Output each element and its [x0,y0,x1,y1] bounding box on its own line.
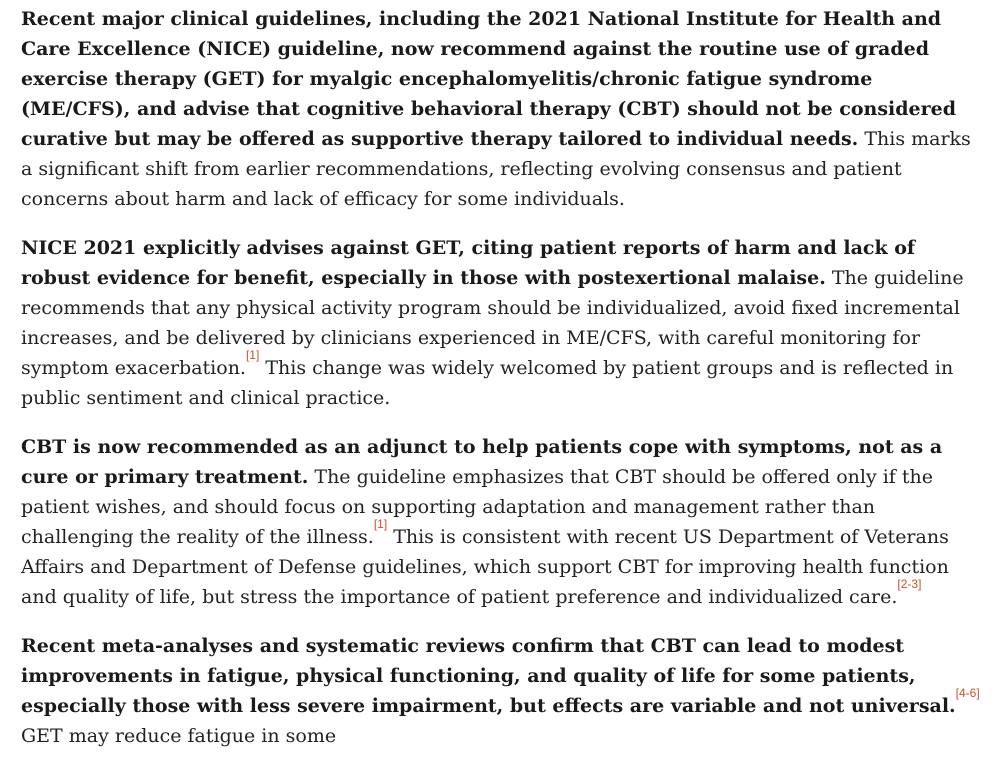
article-body [21,4,981,770]
citation-link[interactable]: [4-6] [955,685,980,700]
paragraph-lead-bold: CBT is now recommended as an adjunct to help patients cope with symptoms, not as a cure or primary treatment. [21,436,943,488]
paragraph-text: GET may reduce fatigue in some [21,725,337,747]
paragraph-lead-bold: NICE 2021 explicitly advises against GET, citing patient reports of harm and lack of robust evidence for benefit, especially in those with postexertional malaise. [21,237,916,289]
citation-link[interactable]: [1] [245,347,260,362]
citation-link[interactable]: [1] [373,516,388,531]
paragraph-nice-get [21,233,981,413]
citation-link[interactable]: [2-3] [897,576,922,591]
paragraph-text: This is consistent with recent US Department of Veterans Affairs and Department of Defense guidelines, which support CBT for improving health function and quality of life, but stress the importance of patient preference and individualized care. [21,526,949,608]
paragraph-meta-analyses [21,631,981,751]
paragraph-text: The guideline recommends that any physical activity program should be individualized, avoid fixed incremental increases, and be delivered by clinicians experienced in ME/CFS, with careful monitoring for symptom exacerbation. [21,267,964,379]
paragraph-lead-bold: Recent meta-analyses and systematic reviews confirm that CBT can lead to modest improvements in fatigue, physical functioning, and quality of life for some patients, especially those with less severe impairment, but effects are variable and not universal. [21,635,956,717]
paragraph-text: This marks a significant shift from earlier recommendations, reflecting evolving consensus and patient concerns about harm and lack of efficacy for some individuals. [21,128,971,210]
paragraph-guidelines-summary [21,4,981,214]
paragraph-text: The guideline emphasizes that CBT should be offered only if the patient wishes, and should focus on supporting adaptation and management rather than challenging the reality of the illness. [21,466,933,548]
paragraph-lead-bold: Recent major clinical guidelines, including the 2021 National Institute for Health and Care Excellence (NICE) guideline, now recommend against the routine use of graded exercise therapy (GET) for myalgic encephalomyelitis/chronic fatigue syndrome (ME/CFS), and advise that cognitive behavioral therapy (CBT) should not be considered curative but may be offered as supportive therapy tailored to individual needs. [21,8,957,150]
paragraph-text: This change was widely welcomed by patient groups and is reflected in public sentiment and clinical practice. [21,357,954,409]
paragraph-cbt-adjunct [21,432,981,612]
